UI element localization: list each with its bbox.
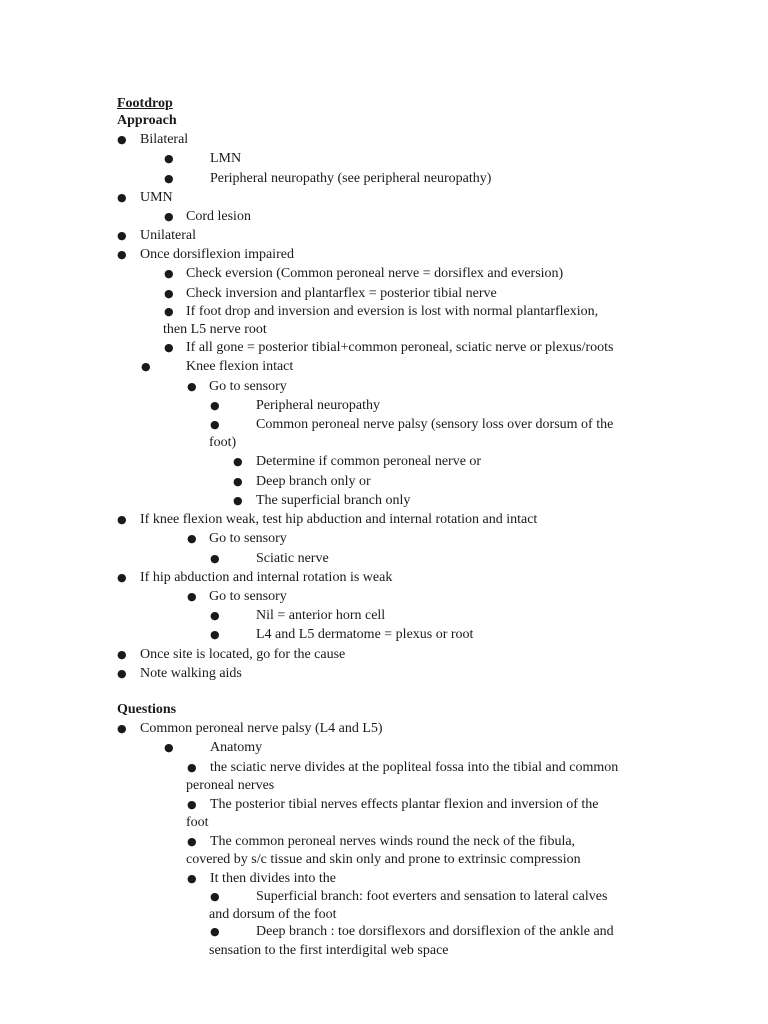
list-item-continuation: and dorsum of the foot	[209, 907, 337, 922]
bullet-icon: ●	[164, 267, 174, 280]
bullet-icon: ●	[164, 287, 174, 300]
bullet-icon: ●	[117, 648, 127, 661]
bullet-icon: ●	[210, 925, 220, 938]
list-item-continuation: foot)	[209, 435, 237, 450]
bullet-icon: ●	[117, 667, 127, 680]
bullet-icon: ●	[164, 341, 174, 354]
bullet-icon: ●	[117, 248, 127, 261]
bullet-icon: ●	[164, 172, 174, 185]
bullet-icon: ●	[187, 761, 197, 774]
approach-heading: Approach	[117, 113, 177, 128]
bullet-icon: ●	[210, 609, 220, 622]
bullet-icon: ●	[117, 191, 127, 204]
questions-heading: Questions	[117, 702, 177, 717]
bullet-icon: ●	[164, 210, 174, 223]
list-item-continuation: foot	[186, 815, 209, 830]
bullet-icon: ●	[117, 571, 127, 584]
bullet-icon: ●	[164, 305, 174, 318]
bullet-icon: ●	[233, 455, 243, 468]
bullet-icon: ●	[210, 552, 220, 565]
document-page: Footdrop Approach ● Bilateral ● LMN ● Peripheral neuropathy (see peripheral neuropathy) ● UMN ● Cord lesion ● Unilateral ● Once dorsiflexion impaired ● Check eversion (Common peroneal nerve = dorsiflex and eversion) ● Check inversion and plantarflex = posterior tibial nerve ● If foot drop and inversion and eversion is lost with normal plantarflexion, then L5 nerve root ● If all gone = posterior tibial+common peroneal, sciatic nerve or plexus/roots ● Knee flexion intact ● Go to sensory ● Peripheral neuropathy ● Common peroneal nerve palsy (sensory loss over dorsum of the foot) ● Determine if common peroneal nerve or ● Deep branch only or ● The superficial branch only ● If knee flexion weak, test hip abduction and internal rotation and intact ● Go to sensory ● Sciatic nerve ● If hip abduction and internal rotation is weak ● Go to sensory ● Nil = anterior horn cell ● L4 and L5 dermatome = plexus or root ● Once site is located, go for the cause ● Note walking aids Questions ● Common peroneal nerve palsy (L4 and L5) ● Anatomy ● the sciatic nerve divides at the popliteal fossa into the tibial and common peroneal nerves ● The posterior tibial nerves effects plantar flexion and inversion of the foot ● The common peroneal nerves winds round the neck of the fibula, covered by s/c tissue and skin only and prone to extrinsic compression ● It then divides into the ● Superficial branch: foot everters and sensation to lateral calves and dorsum of the foot ● Deep branch : toe dorsiflexors and dorsiflexion of the ankle and sensation to the first interdigital web space	[117, 96, 619, 958]
list-item-continuation: covered by s/c tissue and skin only and prone to extrinsic compression	[186, 852, 581, 867]
bullet-icon: ●	[117, 513, 127, 526]
bullet-icon: ●	[187, 872, 197, 885]
bullet-icon: ●	[117, 229, 127, 242]
bullet-icon: ●	[187, 798, 197, 811]
bullet-icon: ●	[210, 628, 220, 641]
list-item-continuation: sensation to the first interdigital web space	[209, 943, 449, 958]
bullet-icon: ●	[233, 494, 243, 507]
bullet-icon: ●	[187, 532, 197, 545]
bullet-icon: ●	[187, 380, 197, 393]
bullet-icon: ●	[164, 152, 174, 165]
bullet-icon: ●	[117, 133, 127, 146]
bullet-icon: ●	[141, 360, 151, 373]
list-item-continuation: then L5 nerve root	[163, 322, 267, 337]
bullet-icon: ●	[187, 835, 197, 848]
document-title: Footdrop	[117, 96, 173, 111]
bullet-icon: ●	[210, 890, 220, 903]
bullet-icon: ●	[233, 475, 243, 488]
bullet-icon: ●	[210, 399, 220, 412]
bullet-icon: ●	[210, 418, 220, 431]
bullet-icon: ●	[187, 590, 197, 603]
list-item-continuation: peroneal nerves	[186, 778, 275, 793]
bullet-icon: ●	[164, 741, 174, 754]
bullet-icon: ●	[117, 722, 127, 735]
